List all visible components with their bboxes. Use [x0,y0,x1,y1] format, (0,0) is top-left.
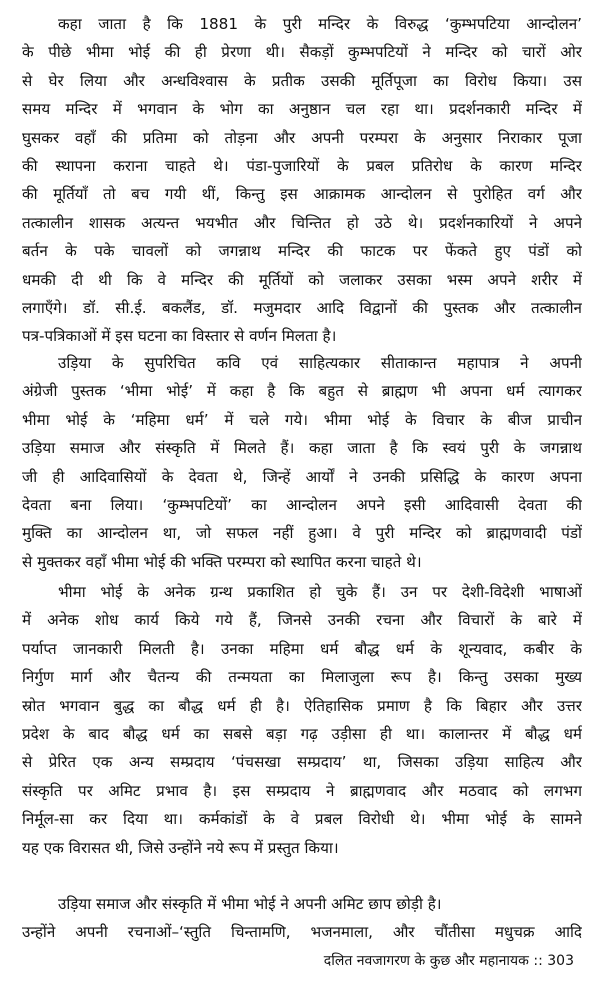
text-line: से मुक्तकर वहाँ भीमा भोई की भक्ति परम्परा को स्थापित करना चाहते थे। [22,552,422,571]
text-line: लगाएँगे। डॉ. सी.ई. बकलैंड, डॉ. मजुमदार आदि विद्वानों की पुस्तक और तत्कालीन [22,298,582,317]
text-line: उड़िया के सुपरिचित कवि एवं साहित्यकार सीताकान्त महापात्र ने अपनी [58,354,582,372]
paragraph-bhima-bhoi-works [22,578,582,862]
text-line: की स्थापना कराना चाहते थे। पंडा-पुजारियों के प्रबल प्रतिरोध के कारण मन्दिर [22,156,582,175]
text-line: जी ही आदिवासियों के देवता थे, जिन्हें आर्यों ने उनकी प्रसिद्धि के कारण अपना [22,467,582,486]
text-line: उड़िया समाज और संस्कृति में मिलते हैं। कहा जाता है कि स्वयं पुरी के जगन्नाथ [22,439,582,458]
text-line: बर्तन के पके चावलों को जगन्नाथ मन्दिर की फाटक पर फेंकते हुए पंडों को [22,242,582,261]
text-line: कहा जाता है कि 1881 के पुरी मन्दिर के विरुद्ध ‘कुम्भपटिया आन्दोलन’ [58,15,582,33]
text-line: निर्मूल-सा कर दिया था। कर्मकांडों के वे प्रबल विरोधी थे। भीमा भोई के सामने [22,810,582,829]
running-title: दलित नवजागरण के कुछ और महानायक [323,953,529,969]
text-line: घुसकर वहाँ की प्रतिमा को तोड़ना और अपनी परम्परा के अनुसार निराकार पूजा [22,128,582,147]
text-line: पत्र-पत्रिकाओं में इस घटना का विस्तार से वर्णन मिलता है। [22,327,337,346]
text-line: तत्कालीन शासक अत्यन्त भयभीत और चिन्तित हो उठे थे। प्रदर्शनकारियों ने अपने [22,213,582,232]
footer-separator: :: [533,953,543,969]
text-line: भीमा भोई के ‘महिमा धर्म’ में चले गये। भीमा भोई के विचार के बीज प्राचीन [22,410,582,429]
text-line: समय मन्दिर में भगवान के भोग का अनुष्ठान चल रहा था। प्रदर्शनकारी मन्दिर में [22,100,582,119]
text-line: मुक्ति का आन्दोलन था, जो सफल नहीं हुआ। वे पुरी मन्दिर को ब्राह्मणवादी पंडों [22,524,582,543]
paragraph-kumbhapatiya-movement [22,10,582,351]
page-footer [324,951,574,970]
paragraph-sitakant-mahapatra [22,349,582,576]
paragraph-odia-culture [22,890,582,947]
text-line: निर्गुण मार्ग और चैतन्य की तन्मयता का मिलाजुला रूप है। किन्तु उसका मुख्य [22,668,582,687]
text-line: भीमा भोई के अनेक ग्रन्थ प्रकाशित हो चुके हैं। उन पर देशी-विदेशी भाषाओं [58,583,582,601]
text-line: पर्याप्त जानकारी मिलती है। उनका महिमा धर्म बौद्ध धर्म के शून्यवाद, कबीर के [22,639,582,658]
text-line: अंग्रेजी पुस्तक ‘भीमा भोई’ में कहा है कि बहुत से ब्राह्मण भी अपना धर्म त्यागकर [22,382,582,401]
text-line: उड़िया समाज और संस्कृति में भीमा भोई ने अपनी अमिट छाप छोड़ी है। [58,895,442,913]
text-line: प्रदेश के बाद बौद्ध धर्म का सबसे बड़ा गढ़ उड़ीसा ही था। कालान्तर में बौद्ध धर्म [22,724,582,743]
text-line: से प्रेरित एक अन्य सम्प्रदाय ‘पंचसखा सम्प्रदाय’ था, जिसका उड़िया साहित्य और [22,753,582,772]
text-line: में अनेक शोध कार्य किये गये हैं, जिनसे उनकी रचना और विचारों के बारे में [22,611,582,630]
text-line: के पीछे भीमा भोई की ही प्रेरणा थी। सैकड़ों कुम्भपटियों ने मन्दिर को चारों ओर [22,43,582,62]
text-line: संस्कृति पर अमिट प्रभाव है। इस सम्प्रदाय ने ब्राह्मणवाद और मठवाद को लगभग [22,781,582,800]
text-line: से घेर लिया और अन्धविश्वास के प्रतीक उसकी मूर्तिपूजा का विरोध किया। उस [22,71,582,90]
text-line: देवता बना लिया। ‘कुम्भपटियों’ का आन्दोलन अपने इसी आदिवासी देवता की [22,495,582,514]
text-line: की मूर्तियाँ तो बच गयी थीं, किन्तु इस आक्रामक आन्दोलन से पुरोहित वर्ग और [22,185,582,204]
text-line: धमकी दी थी कि वे मन्दिर की मूर्तियों को जलाकर उसका भस्म अपने शरीर में [22,270,582,289]
text-line: उन्होंने अपनी रचनाओं–‘स्तुति चिन्तामणि, भजनमाला, और चौंतीसा मधुचक्र आदि [22,923,582,942]
page-number: 303 [547,953,574,969]
text-line: यह एक विरासत थी, जिसे उन्होंने नये रूप में प्रस्तुत किया। [22,838,339,857]
text-line: स्रोत भगवान बुद्ध का बौद्ध धर्म ही है। ऐतिहासिक प्रमाण है कि बिहार और उत्तर [22,696,582,715]
